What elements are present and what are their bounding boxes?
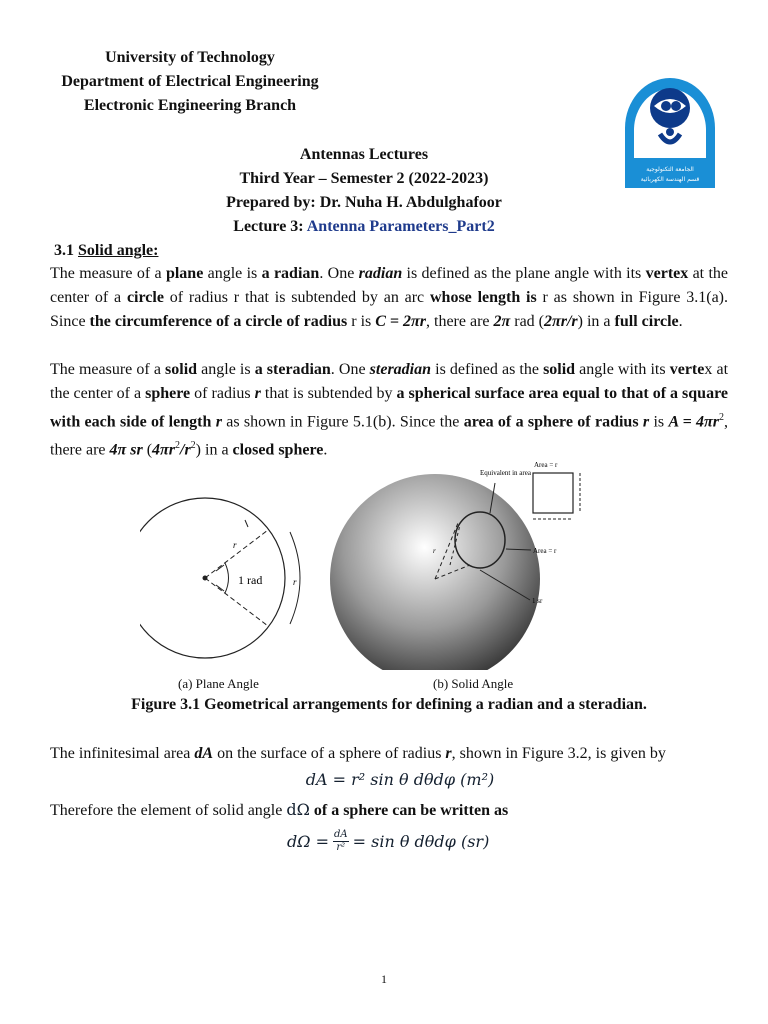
branch-name: Electronic Engineering Branch bbox=[83, 97, 297, 114]
department-name: Department of Electrical Engineering bbox=[61, 73, 319, 90]
university-name: University of Technology bbox=[105, 49, 275, 66]
subcaption-a: (a) Plane Angle bbox=[178, 676, 259, 691]
logo-text-2: قسم الهندسة الكهربائية bbox=[640, 176, 700, 183]
paragraph-solid-angle-element: Therefore the element of solid angle dΩ of a sphere can be written as bbox=[50, 800, 509, 819]
lecture-prefix: Lecture 3: bbox=[233, 218, 307, 235]
equation-dA: dA = r² sin θ dθdφ (m²) bbox=[305, 770, 495, 789]
lecture-name: Antenna Parameters_Part2 bbox=[306, 218, 495, 235]
eq2-rhs: = sin θ dθdφ (sr) bbox=[352, 831, 490, 851]
section-heading bbox=[54, 239, 158, 263]
paragraph-steradian: The measure of a solid angle is a steradian. One steradian is defined as the solid angle with its vertex at the center of a sphere of radius r that is subtended by a spherical surface area equal to that of a square with each side of length r as shown in Figure 5.1(b). Since the area of a sphere of radius r is $A = 4\pi r^2$, there are 4π sr $(4\pi r^2/r^2)$ in a closed sphere. bbox=[50, 361, 729, 459]
angle-tick-2 bbox=[216, 585, 224, 591]
equation-dOmega bbox=[287, 824, 489, 858]
section-number: 3.1 bbox=[54, 242, 78, 259]
vertex-point bbox=[203, 576, 208, 581]
page-number: 1 bbox=[381, 972, 387, 986]
lecture-title bbox=[164, 215, 564, 239]
label-r1: r bbox=[233, 540, 237, 550]
paragraph-infinitesimal-area: The infinitesimal area dA on the surface of a sphere of radius r, shown in Figure 3.2, is given by bbox=[50, 745, 666, 762]
figure-caption: Figure 3.1 Geometrical arrangements for defining a radian and a steradian. bbox=[131, 696, 647, 713]
course-year: Third Year – Semester 2 (2022-2023) bbox=[239, 170, 489, 187]
radius-marker bbox=[245, 520, 248, 527]
eq2-denominator: r² bbox=[336, 841, 346, 853]
label-area-side: Area = r bbox=[533, 547, 557, 555]
label-equivalent: Equivalent in area bbox=[480, 469, 531, 477]
square-area bbox=[533, 473, 573, 513]
label-1sr: 1 sr bbox=[532, 597, 543, 605]
label-r-sphere: r bbox=[433, 547, 436, 555]
eq2-fraction bbox=[333, 829, 349, 854]
label-area-top: Area = r bbox=[534, 461, 558, 469]
course-title: Antennas Lectures bbox=[299, 146, 429, 163]
prepared-by: Prepared by: Dr. Nuha H. Abdulghafoor bbox=[226, 194, 502, 211]
eq2-lhs: dΩ = bbox=[287, 831, 329, 851]
circle-outline bbox=[140, 498, 285, 658]
radius-line-1 bbox=[205, 530, 268, 578]
angle-arc bbox=[225, 563, 229, 593]
university-logo bbox=[620, 70, 720, 190]
label-1rad: 1 rad bbox=[238, 573, 263, 587]
eq2-numerator: dA bbox=[334, 828, 348, 840]
sphere bbox=[330, 474, 540, 670]
figure-plane-angle bbox=[140, 490, 330, 665]
subcaption-b: (b) Solid Angle bbox=[433, 676, 514, 691]
label-r2: r bbox=[293, 577, 297, 587]
figure-solid-angle bbox=[330, 455, 620, 670]
angle-tick-1 bbox=[216, 565, 224, 571]
logo-text-1: الجامعة التكنولوجية bbox=[646, 166, 694, 173]
section-title: Solid angle: bbox=[78, 242, 159, 259]
paragraph-radian: The measure of a plane angle is a radian. One radian is defined as the plane angle with its vertex at the center of a circle of radius r that is subtended by an arc whose length is r as shown in Figure 3.1(a). Since the circumference of a circle of radius r is C = 2πr, there are 2π rad (2πr/r) in a full circle. bbox=[50, 265, 729, 330]
